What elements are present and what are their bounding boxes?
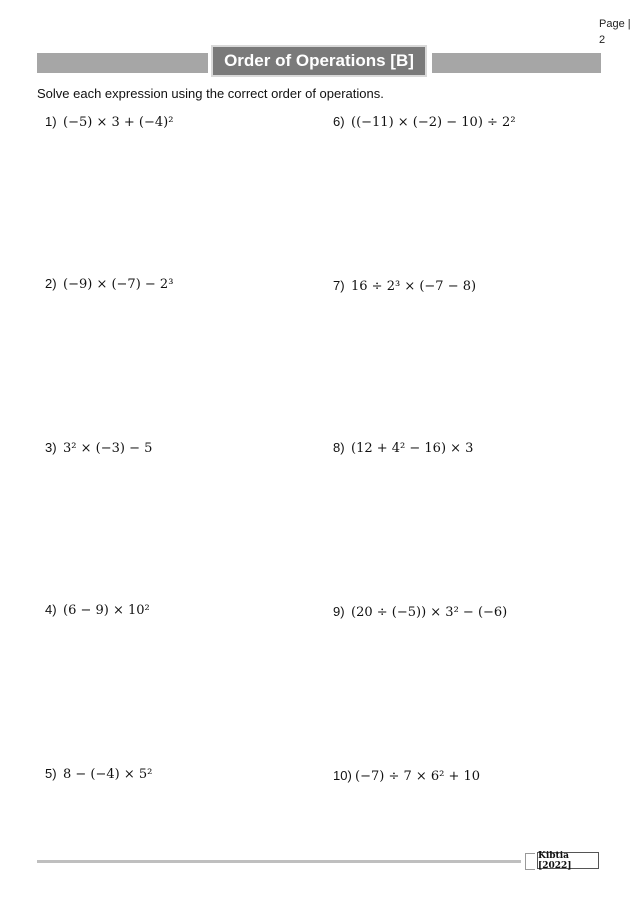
worksheet-title: Order of Operations [B]	[211, 45, 427, 77]
problem-number: 10)	[333, 768, 352, 783]
problem-expression: ((−11) × (−2) − 10) ÷ 2²	[351, 115, 516, 130]
problem-number: 6)	[333, 114, 345, 129]
problem-expression: 8 − (−4) × 5²	[63, 767, 153, 782]
problem-number: 4)	[45, 602, 57, 617]
problem-expression: 16 ÷ 2³ × (−7 − 8)	[351, 279, 477, 294]
page-label-text: Page |	[599, 18, 631, 30]
problem-7	[333, 278, 476, 294]
problem-8	[333, 440, 473, 456]
problem-number: 2)	[45, 276, 57, 291]
problem-expression: (−5) × 3 + (−4)²	[63, 115, 174, 130]
problem-expression: 3² × (−3) − 5	[63, 441, 153, 456]
problem-expression: (6 − 9) × 10²	[63, 603, 150, 618]
problem-5	[45, 766, 152, 782]
problem-expression: (−9) × (−7) − 2³	[63, 277, 174, 292]
page-number-label	[599, 16, 635, 48]
footer-tab-decoration	[525, 853, 535, 870]
problem-4	[45, 602, 150, 618]
problem-1	[45, 114, 173, 130]
problem-expression: (20 ÷ (−5)) × 3² − (−6)	[351, 605, 508, 620]
problem-number: 1)	[45, 114, 57, 129]
header-bar-left	[37, 53, 208, 73]
footer-divider	[37, 860, 521, 863]
problem-9	[333, 604, 507, 620]
problem-2	[45, 276, 173, 292]
page-number-value: 2	[599, 34, 606, 46]
problem-6	[333, 114, 516, 130]
problem-10	[333, 768, 480, 784]
footer-credit: Kibtia [2022]	[537, 852, 599, 869]
problem-number: 3)	[45, 440, 57, 455]
header-bar-right	[432, 53, 601, 73]
instructions-text: Solve each expression using the correct order of operations.	[37, 86, 384, 101]
problem-expression: (−7) ÷ 7 × 6² + 10	[355, 769, 481, 784]
problem-number: 8)	[333, 440, 345, 455]
problem-number: 7)	[333, 278, 345, 293]
problem-number: 5)	[45, 766, 57, 781]
problem-expression: (12 + 4² − 16) × 3	[351, 441, 474, 456]
problem-3	[45, 440, 152, 456]
problem-number: 9)	[333, 604, 345, 619]
